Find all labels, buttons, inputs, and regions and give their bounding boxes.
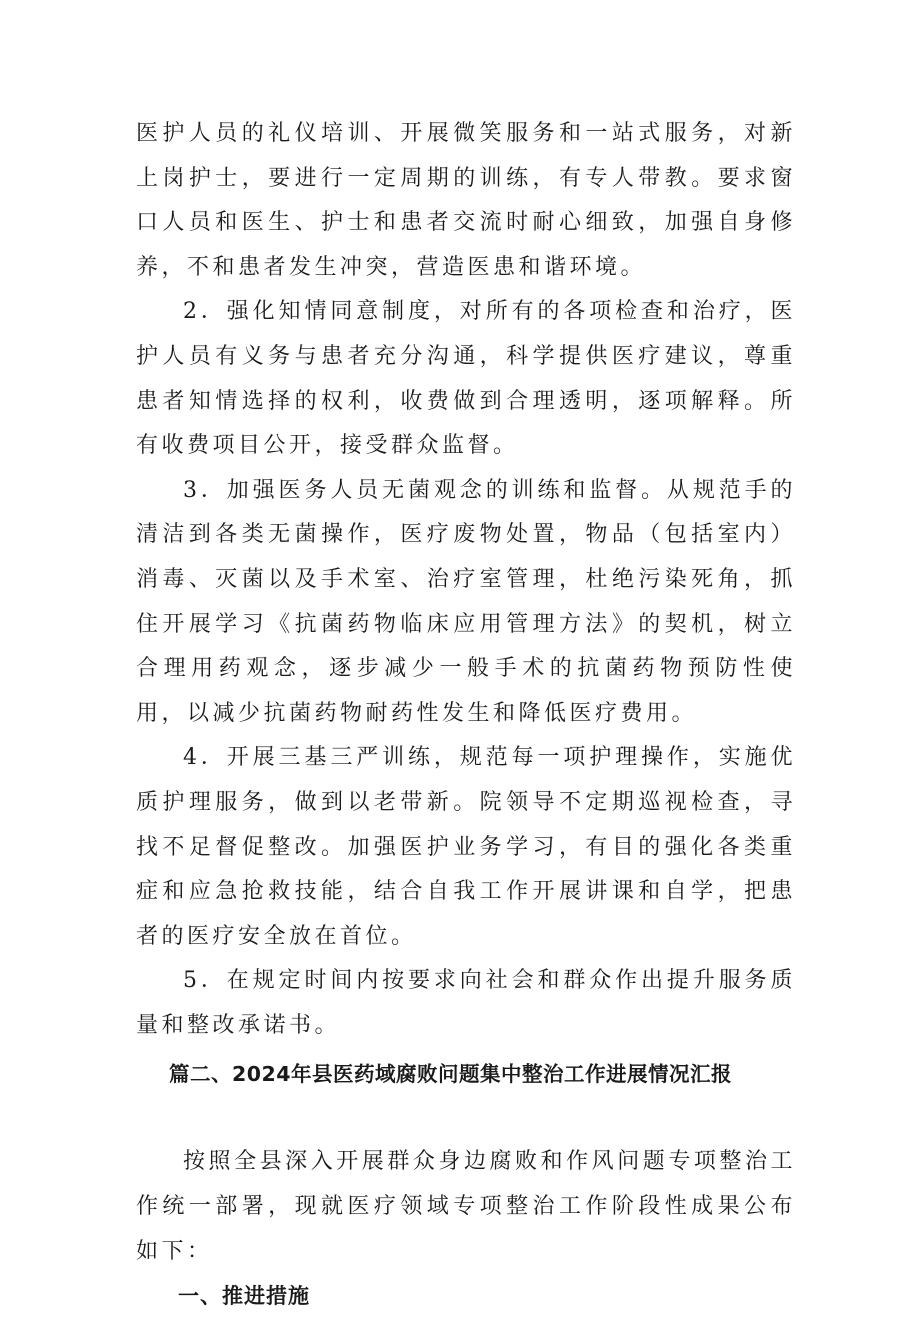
part-heading: 篇二、2024年县医药域腐败问题集中整治工作进展情况汇报 [169, 1062, 733, 1087]
paragraph-item-5: 5．在规定时间内按要求向社会和群众作出提升服务质量和整改承诺书。 [136, 968, 796, 1038]
spacer [136, 1096, 796, 1140]
intro-paragraph: 按照全县深入开展群众身边腐败和作风问题专项整治工作统一部署，现就医疗领域专项整治工作阶段性成果公布如下： [136, 1149, 796, 1264]
paragraph-continuation: 医护人员的礼仪培训、开展微笑服务和一站式服务，对新上岗护士，要进行一定周期的训练，有专人带教。要求窗口人员和医生、护士和患者交流时耐心细致，加强自身修养，不和患者发生冲突，营造医患和谐环境。 [136, 121, 796, 280]
section-heading: 一、推进措施 [178, 1284, 310, 1309]
paragraph-item-3: 3．加强医务人员无菌观念的训练和监督。从规范手的清洁到各类无菌操作，医疗废物处置，物品（包括室内）消毒、灭菌以及手术室、治疗室管理，杜绝污染死角，抓住开展学习《抗菌药物临床应用管理方法》的契机，树立合理用药观念，逐步减少一般手术的抗菌药物预防性使用，以减少抗菌药物耐药性发生和降低医疗费用。 [136, 477, 796, 726]
document-page [136, 112, 796, 1318]
paragraph-item-4: 4．开展三基三严训练，规范每一项护理操作，实施优质护理服务，做到以老带新。院领导不定期巡视检查，寻找不足督促整改。加强医护业务学习，有目的强化各类重症和应急抢救技能，结合自我工作开展讲课和自学，把患者的医疗安全放在首位。 [136, 745, 796, 949]
paragraph-item-2: 2．强化知情同意制度，对所有的各项检查和治疗，医护人员有义务与患者充分沟通，科学提供医疗建议，尊重患者知情选择的权利，收费做到合理透明，逐项解释。所有收费项目公开，接受群众监督。 [136, 299, 796, 459]
